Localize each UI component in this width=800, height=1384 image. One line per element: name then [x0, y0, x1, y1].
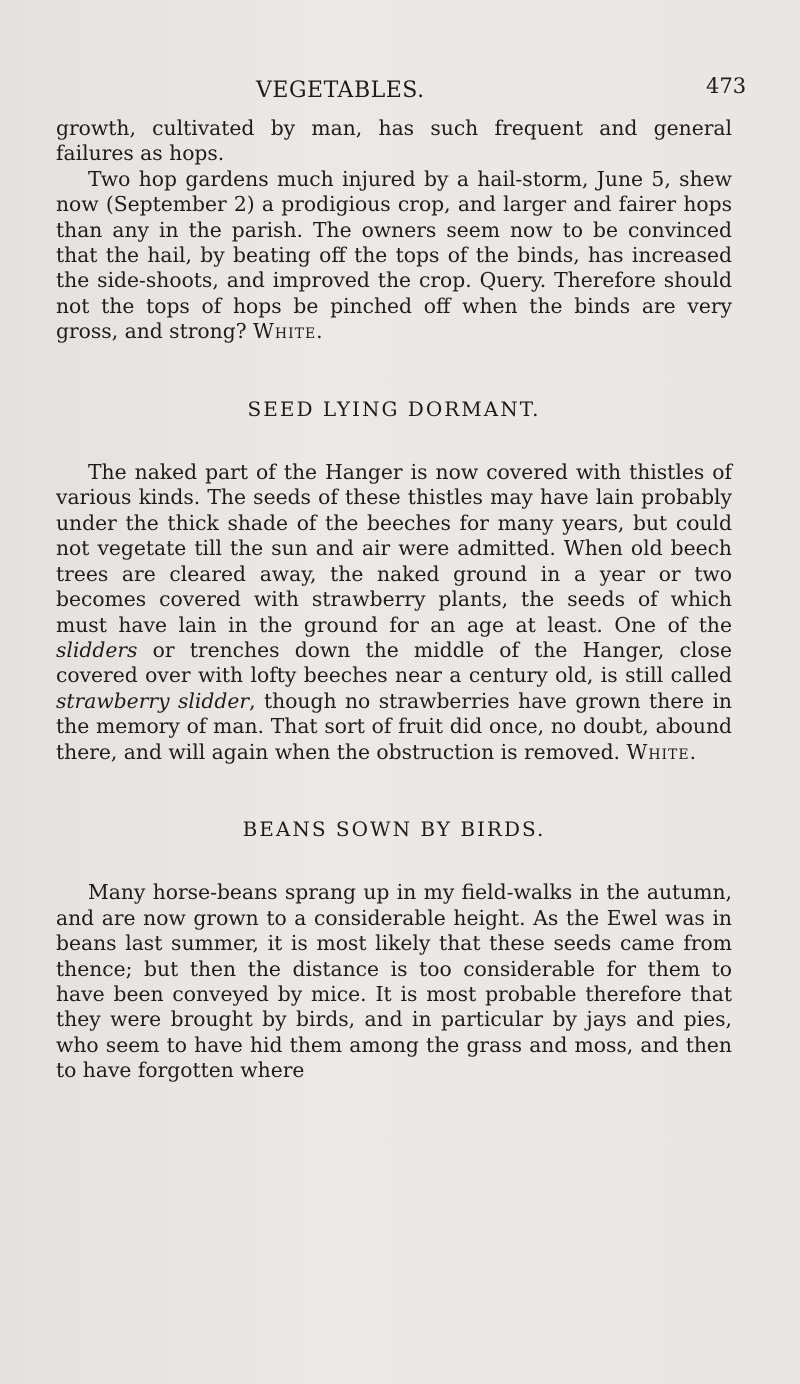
seed-signature: White. — [626, 739, 698, 764]
running-header — [0, 74, 800, 114]
beans-sown-by-birds-heading: BEANS SOWN BY BIRDS. — [242, 816, 546, 841]
seed-lying-dormant-heading: SEED LYING DORMANT. — [247, 396, 541, 421]
seed-term-strawberry-slidder: strawberry slidder — [56, 688, 250, 713]
seed-text-part1: The naked part of the Hanger is now covered with thistles of various kinds. The seeds of these thistles may have lain probably under the thick shade of the beeches for many years, but could not vegetate till the sun and air were admitted. When old beech trees are cleared away, the naked ground in a year or two becomes covered with strawberry plants, the seeds of which must have lain in the ground for an age at least. One of the — [56, 460, 732, 637]
running-title: VEGETABLES. — [256, 78, 425, 103]
hops-continuation: growth, cultivated by man, has such frequent and general failures as hops. — [56, 116, 732, 166]
seed-term-slidders: slidders — [56, 637, 138, 662]
hops-paragraph-text: Two hop gardens much injured by a hail-storm, June 5, shew now (September 2) a prodigious crop, and larger and fairer hops than any in the parish. The owners seem now to be convinced that the hail, by beating off the tops of the binds, has increased the side-shoots, and improved the crop. Query. Therefore should not the tops of hops be pinched off when the binds are very gross, and strong? — [56, 166, 732, 344]
body-text — [56, 116, 732, 1084]
page-number: 473 — [706, 74, 747, 98]
hops-paragraph — [56, 167, 732, 345]
beans-paragraph: Many horse-beans sprang up in my field-walks in the autumn, and are now grown to a considerable height. As the Ewel was in beans last summer, it is most likely that these seeds came from thence; but then the distance is too considerable for them to have been conveyed by mice. It is most probable therefore that they were brought by birds, and in particular by jays and pies, who seem to have hid them among the grass and moss, and then to have forgotten where — [56, 880, 732, 1083]
seed-text-part2: or trenches down the middle of the Hanger, close covered over with lofty beeches near a century old, is still called — [56, 637, 732, 688]
seed-paragraph — [56, 460, 732, 765]
seed-text-part3: , though no strawberries have grown there in the memory of man. That sort of fruit did once, no doubt, abound there, and will again when the obstruction is removed. — [56, 688, 732, 764]
hops-signature: White. — [253, 319, 324, 344]
